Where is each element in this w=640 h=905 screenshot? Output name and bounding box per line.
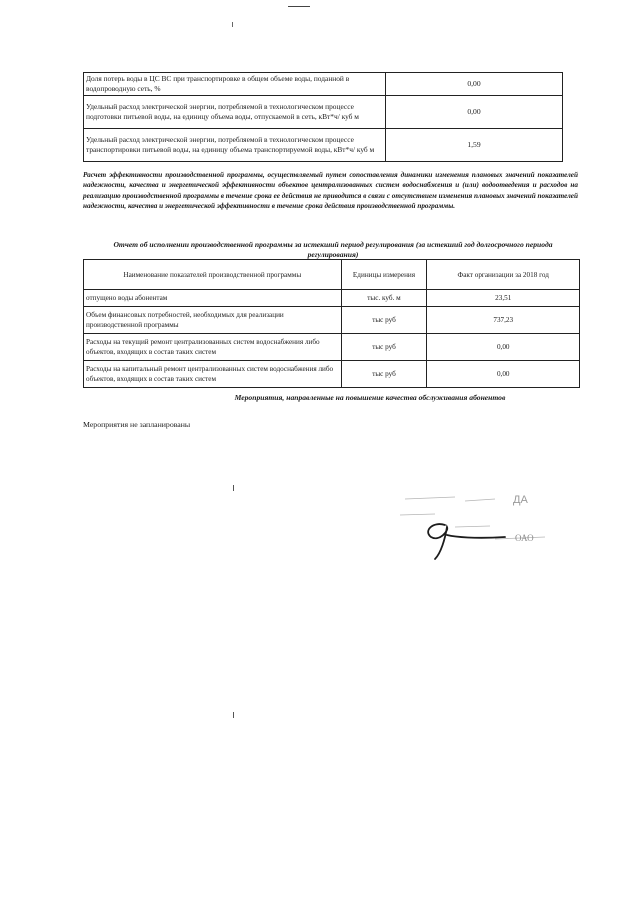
indicator-value: 0,00 [385,73,562,96]
header-name: Наименование показателей производственной программы [84,260,342,290]
table-row [84,73,563,96]
row-name: Расходы на капитальный ремонт централизованных систем водоснабжения либо объектов, входящих в состав таких систем [84,361,342,388]
handwritten-signature [428,524,505,559]
table-row [84,129,563,162]
indicator-label: Удельный расход электрической энергии, потребляемой в технологическом процессе подготовки питьевой воды, на единицу объема воды, отпускаемой в сеть, кВт*ч/ куб м [84,96,386,129]
row-unit: тыс руб [341,334,427,361]
signature-stamp [395,487,570,562]
header-unit: Единицы измерения [341,260,427,290]
table-header-row [84,260,580,290]
table-row [84,290,580,307]
stamp-letters: ДА [513,494,528,506]
indicator-label: Доля потерь воды в ЦС ВС при транспортировке в общем объеме воды, поданной в водопроводную сеть, % [84,73,386,96]
indicator-value: 0,00 [385,96,562,129]
top-scan-mark [288,6,310,7]
row-fact: 737,23 [427,307,580,334]
report-title: Отчет об исполнении производственной программы за истекший период регулирования (за истекший год долгосрочного периода регулирования) [113,240,553,259]
header-fact: Факт организации за 2018 год [427,260,580,290]
stamp-org-text: ОАО [515,533,534,543]
row-name: отпущено воды абонентам [84,290,342,307]
row-unit: тыс руб [341,361,427,388]
row-fact: 0,00 [427,334,580,361]
scan-tick [232,22,233,27]
table-row [84,361,580,388]
events-title: Мероприятия, направленные на повышение качества обслуживания абонентов [234,393,506,402]
row-unit: тыс. куб. м [341,290,427,307]
events-text: Мероприятия не запланированы [83,420,191,429]
scan-tick [233,712,234,718]
program-table [83,259,580,388]
table-row [84,307,580,334]
table-row [84,96,563,129]
row-fact: 23,51 [427,290,580,307]
indicators-table [83,72,563,162]
scan-tick [233,485,234,491]
row-name: Объем финансовых потребностей, необходимых для реализации производственной программы [84,307,342,334]
indicator-value: 1,59 [385,129,562,162]
table-row [84,334,580,361]
row-name: Расходы на текущий ремонт централизованных систем водоснабжения либо объектов, входящих в состав таких систем [84,334,342,361]
indicator-label: Удельный расход электрической энергии, потребляемой в технологическом процессе транспортировки питьевой воды, на единицу объема транспортируемой воды, кВт*ч/ куб м [84,129,386,162]
row-fact: 0,00 [427,361,580,388]
efficiency-paragraph: Расчет эффективности производственной программы, осуществляемый путем сопоставления динамики изменения плановых значений показателей надежности, качества и энергетической эффективности объектов централизованных систем водоснабжения и (или) водоотведения и расходов на реализацию производственной программы в течение срока ее действия не приводится в связи с отсутствием изменения плановых значений показателей надежности, качества и энергетической эффективности в течение срока действия производственной программы. [83,171,578,211]
row-unit: тыс руб [341,307,427,334]
